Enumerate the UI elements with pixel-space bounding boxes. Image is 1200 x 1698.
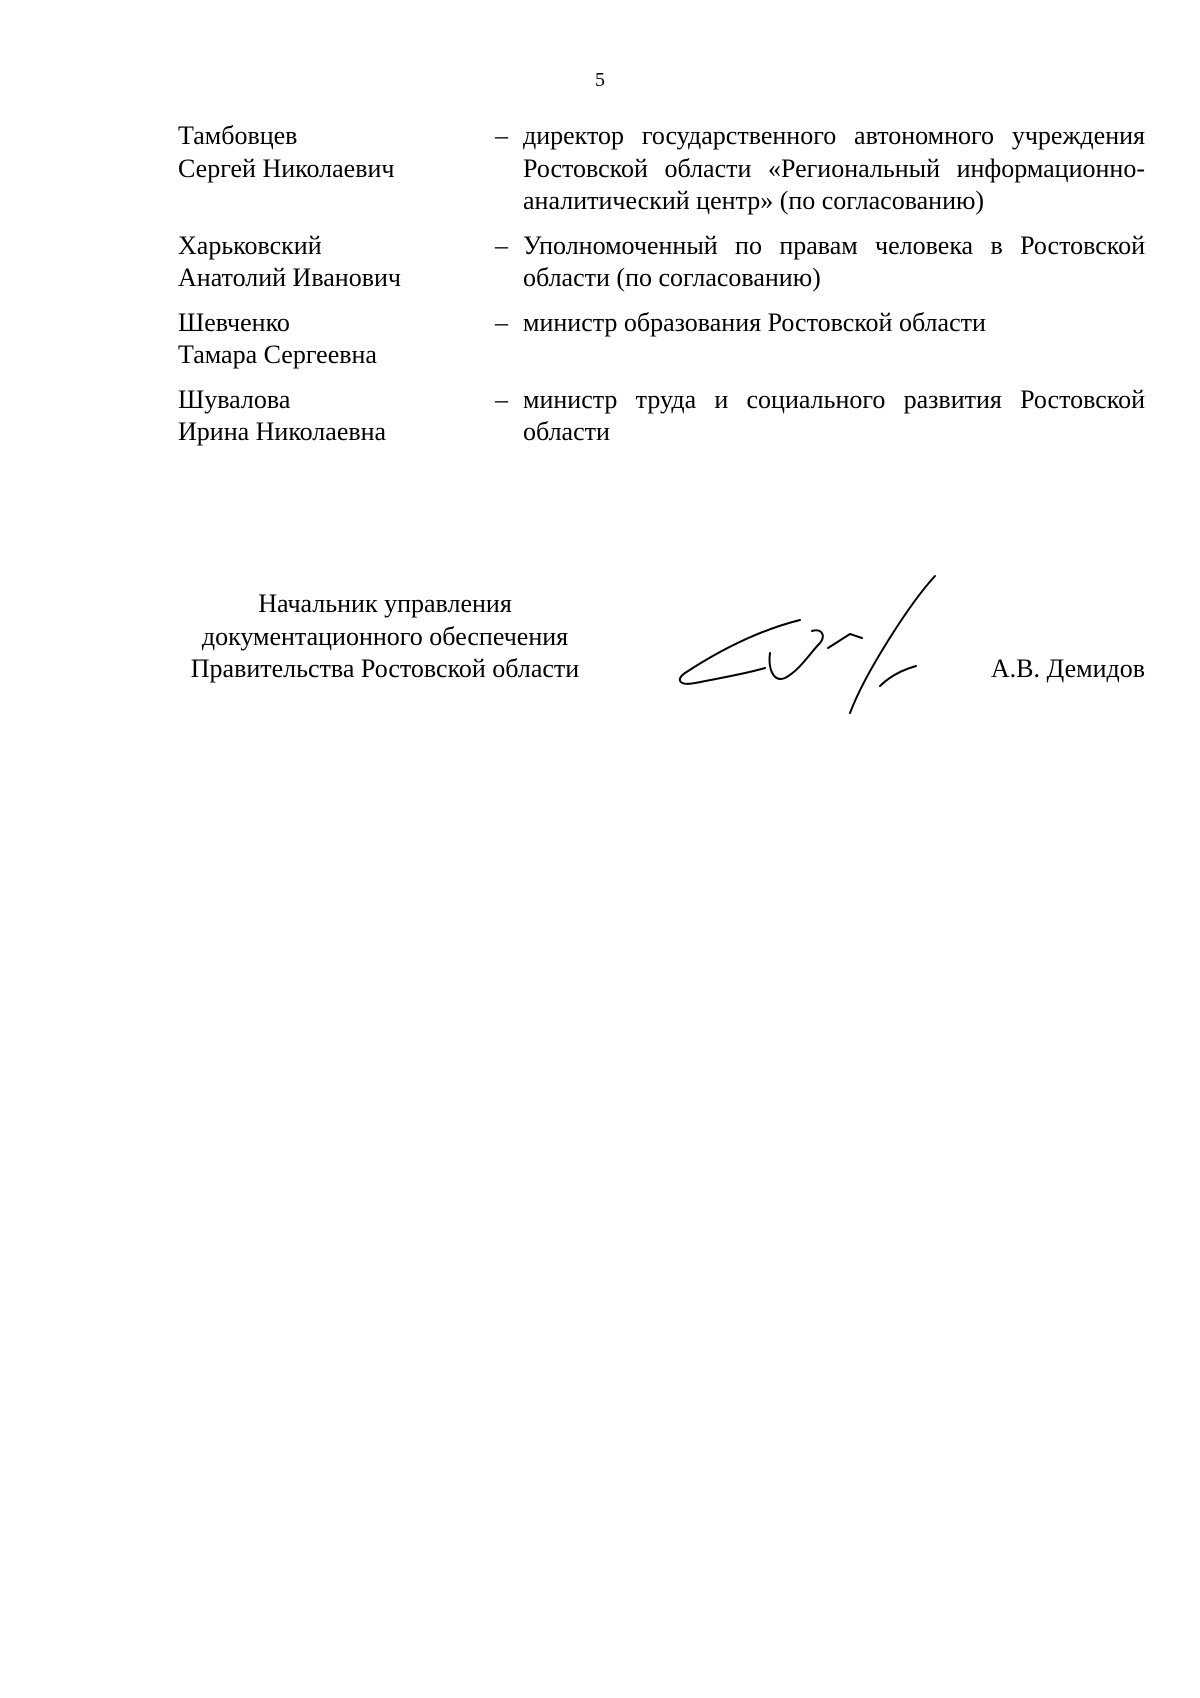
member-surname: Тамбовцев	[178, 121, 298, 150]
member-surname: Шевченко	[178, 307, 290, 337]
page-number: 5	[595, 69, 605, 91]
member-given-names: Сергей Николаевич	[178, 153, 395, 183]
member-row	[178, 384, 1145, 449]
dash: –	[495, 307, 508, 337]
signature-stroke	[770, 630, 823, 679]
members-list	[178, 120, 1145, 461]
signer-title-line: Правительства Ростовской области	[190, 654, 580, 683]
member-row	[178, 307, 1145, 372]
member-name	[178, 230, 495, 295]
member-surname: Харьковский	[178, 230, 322, 260]
member-given-names: Анатолий Иванович	[178, 263, 401, 292]
signature-block	[150, 588, 1145, 758]
signer-title-line: Начальник управления	[258, 589, 512, 618]
handwritten-signature	[650, 558, 950, 728]
member-role: министр труда и социального развития Ростовской области	[523, 384, 1145, 446]
member-surname: Шувалова	[178, 384, 291, 414]
member-row	[178, 120, 1145, 218]
member-role: директор государственного автономного учреждения Ростовской области «Региональный информационно-аналитический центр» (по согласованию)	[523, 121, 1145, 215]
dash: –	[495, 384, 508, 414]
signature-stroke	[680, 620, 800, 684]
signature-stroke	[828, 634, 862, 648]
signature-stroke	[850, 576, 935, 713]
dash: –	[495, 121, 508, 150]
member-row	[178, 230, 1145, 295]
member-name	[178, 384, 495, 449]
member-role: Уполномоченный по правам человека в Ростовской области (по согласованию)	[523, 230, 1145, 292]
dash: –	[495, 230, 508, 260]
member-given-names: Ирина Николаевна	[178, 417, 387, 446]
signer-title-line: документационного обеспечения	[201, 621, 569, 651]
member-name	[178, 120, 495, 218]
signature-stroke	[880, 666, 916, 686]
signer-name: А.В. Демидов	[990, 654, 1145, 683]
signer-title	[150, 588, 620, 686]
member-role: министр образования Ростовской области	[523, 307, 986, 337]
member-name	[178, 307, 495, 372]
member-given-names: Тамара Сергеевна	[178, 340, 377, 369]
